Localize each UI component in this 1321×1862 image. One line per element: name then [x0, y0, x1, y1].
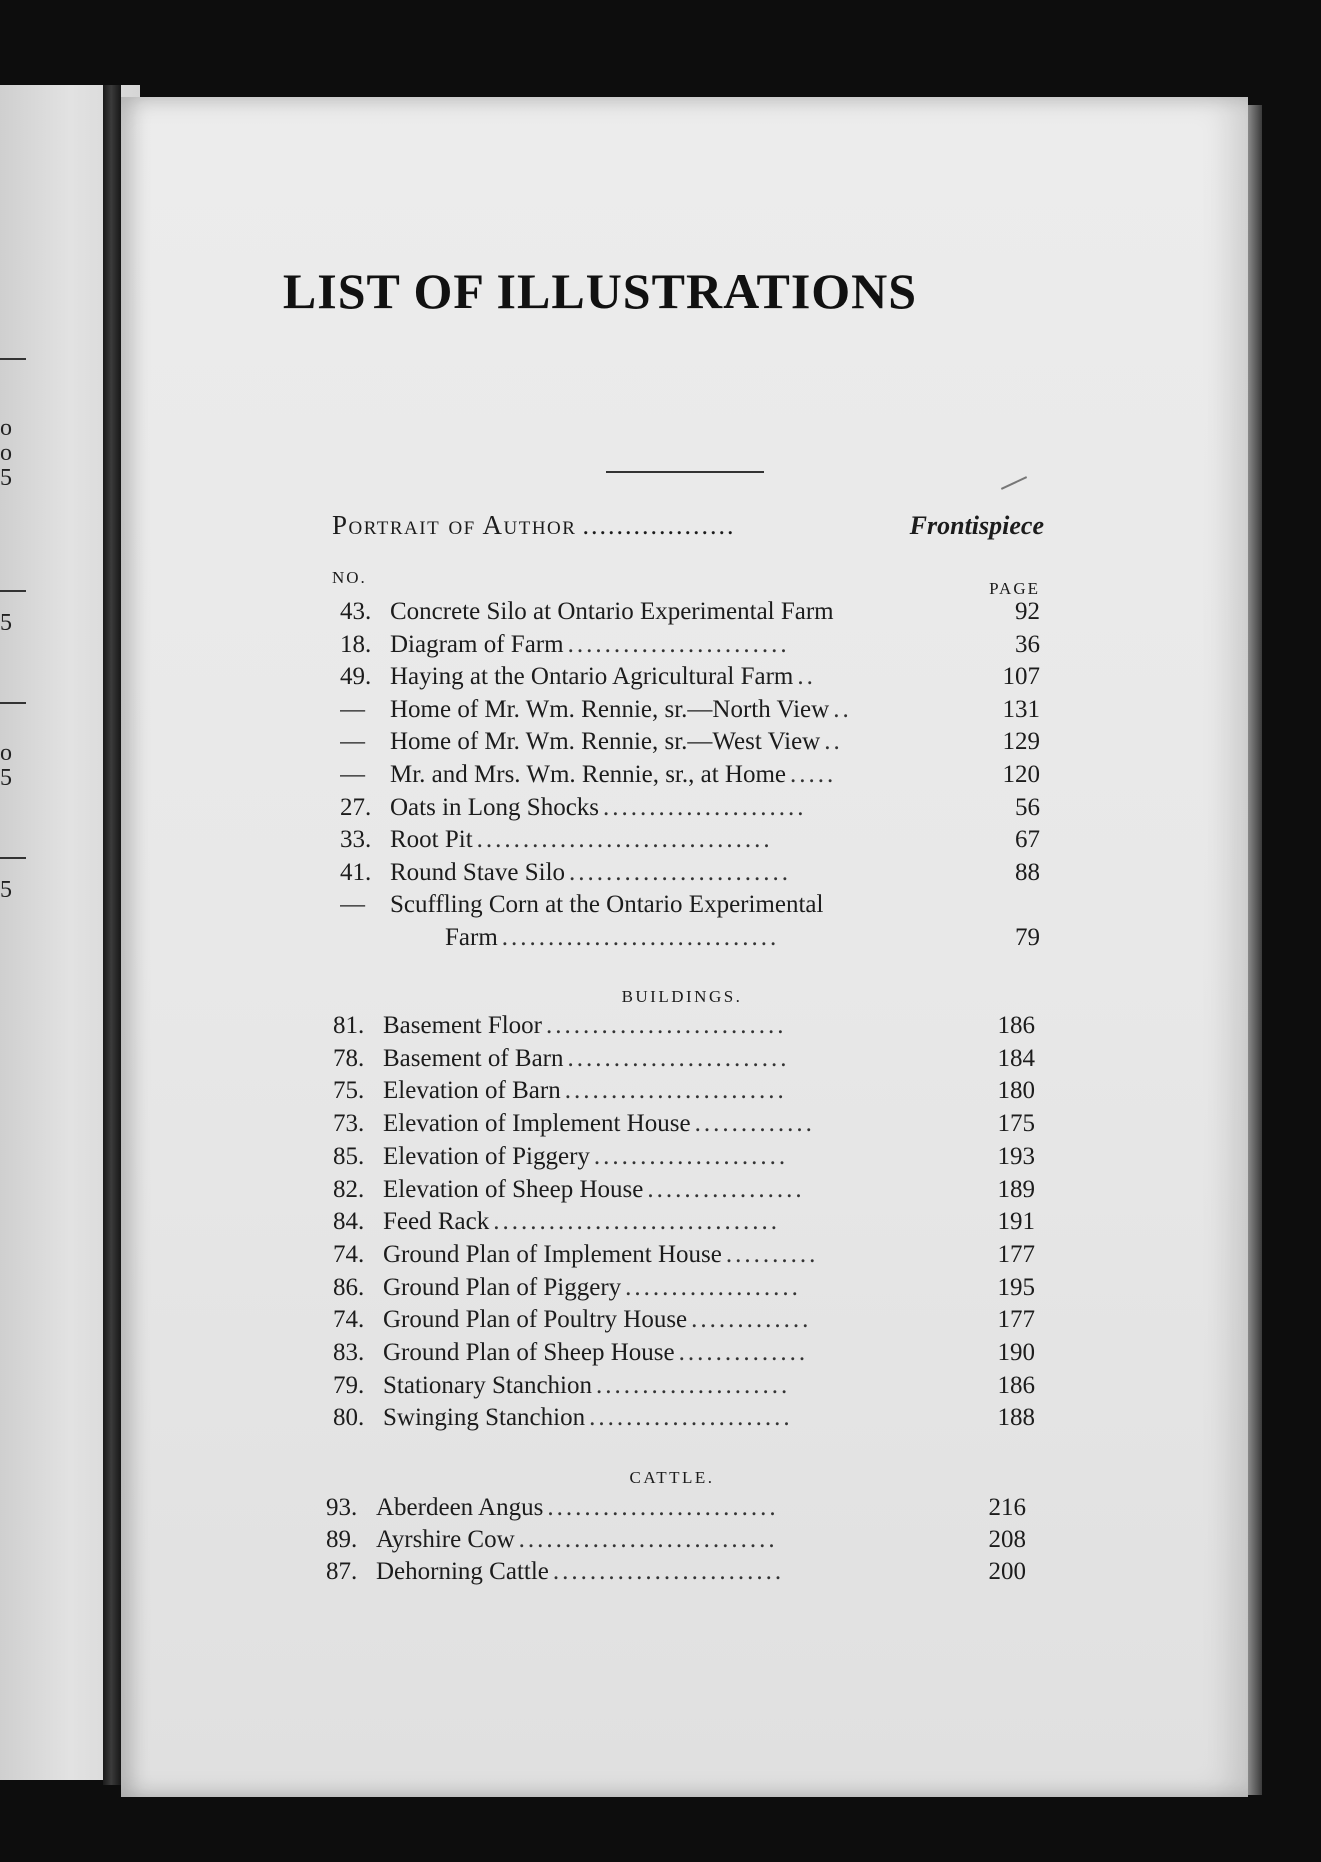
- list-item: [333, 1404, 1035, 1432]
- entry-title: Swinging Stanchion: [383, 1404, 586, 1432]
- entry-leader-dots: ......................: [589, 1404, 793, 1432]
- entry-page-number: 129: [1002, 728, 1040, 756]
- entry-number: 33.: [340, 826, 372, 854]
- entry-leader-dots: .....................: [596, 1371, 791, 1399]
- entry-page-number: 92: [1015, 598, 1040, 625]
- entry-number: 79.: [333, 1371, 365, 1399]
- frontispiece-line: [332, 510, 1044, 541]
- entry-title: Ground Plan of Implement House: [383, 1240, 722, 1268]
- entry-page-number: 184: [997, 1044, 1035, 1072]
- list-item: [340, 761, 1040, 789]
- left-page-mark: 5: [0, 465, 12, 491]
- left-page-mark: o: [0, 415, 12, 441]
- entry-number: 18.: [340, 630, 372, 658]
- frontispiece-label: Portrait of Author: [332, 510, 577, 540]
- entry-number: 84.: [333, 1208, 365, 1236]
- entry-title: Oats in Long Shocks: [390, 793, 600, 821]
- entry-leader-dots: .....: [790, 761, 837, 788]
- left-page-mark: 5: [0, 877, 12, 903]
- entry-title: Basement of Barn: [383, 1044, 564, 1072]
- entry-title: Diagram of Farm: [390, 630, 564, 658]
- list-item: [340, 859, 1040, 887]
- frontispiece-page: Frontispiece: [909, 511, 1044, 540]
- entry-leader-dots: .............: [691, 1306, 812, 1334]
- entry-number: 83.: [333, 1339, 365, 1366]
- entry-title: Ayrshire Cow: [376, 1526, 515, 1553]
- entry-number: 89.: [326, 1526, 358, 1553]
- entry-title: Elevation of Barn: [383, 1077, 561, 1105]
- entry-number: —: [340, 761, 365, 788]
- column-header-no: NO.: [332, 568, 367, 587]
- list-item: [333, 1012, 1035, 1040]
- entry-leader-dots: ..............................: [501, 924, 780, 951]
- entry-number: 73.: [333, 1110, 365, 1138]
- list-item: [340, 728, 1040, 756]
- entry-title: Round Stave Silo: [390, 858, 566, 886]
- entry-title: Elevation of Piggery: [383, 1142, 590, 1170]
- entry-leader-dots: ........................: [569, 858, 792, 886]
- entry-leader-dots: .........................: [552, 1558, 785, 1585]
- entry-title: Ground Plan of Poultry House: [383, 1306, 688, 1334]
- entry-title: Ground Plan of Piggery: [383, 1273, 622, 1301]
- entry-leader-dots: ...................: [625, 1273, 801, 1301]
- entry-page-number: 79: [1015, 924, 1040, 951]
- entry-leader-dots: ............................: [518, 1526, 778, 1553]
- entry-title: Elevation of Sheep House: [383, 1175, 644, 1203]
- entry-leader-dots: ........................: [567, 630, 790, 658]
- entry-number: 49.: [340, 663, 372, 691]
- entry-number: 87.: [326, 1558, 358, 1585]
- entry-page-number: 88: [1015, 858, 1040, 886]
- entry-leader-dots: .............: [694, 1110, 815, 1138]
- list-item: [333, 1274, 1035, 1302]
- entry-leader-dots: ........................: [564, 1077, 787, 1105]
- list-item: [333, 1208, 1035, 1236]
- entry-page-number: 200: [988, 1558, 1026, 1585]
- entry-page-number: 131: [1002, 695, 1040, 723]
- list-item: [333, 1241, 1035, 1269]
- list-item: [340, 631, 1040, 659]
- left-page-mark: 5: [0, 610, 12, 636]
- list-item: [333, 1110, 1035, 1138]
- entry-title: Scuffling Corn at the Ontario Experimental: [390, 891, 824, 919]
- entry-number: 81.: [333, 1012, 365, 1039]
- left-page-mark: o: [0, 740, 12, 766]
- page-edge-shadow: [1248, 105, 1262, 1795]
- list-item: [333, 1143, 1035, 1171]
- entry-leader-dots: ......................: [603, 793, 807, 821]
- entry-page-number: 188: [997, 1404, 1035, 1432]
- entry-title: Ground Plan of Sheep House: [383, 1339, 675, 1366]
- entry-title: Home of Mr. Wm. Rennie, sr.—West View: [390, 728, 821, 756]
- entry-number: 86.: [333, 1273, 365, 1301]
- entry-leader-dots: ..............: [678, 1339, 809, 1366]
- list-item: [326, 1526, 1026, 1554]
- entry-number: —: [340, 728, 365, 756]
- frontispiece-dots: ..................: [582, 511, 736, 540]
- entry-page-number: 56: [1015, 793, 1040, 821]
- list-item: [333, 1306, 1035, 1334]
- list-item: [326, 1494, 1026, 1522]
- entry-leader-dots: ..........................: [546, 1012, 787, 1039]
- list-item: [340, 794, 1040, 822]
- section-heading-cattle: CATTLE.: [629, 1468, 715, 1487]
- entry-page-number: 36: [1015, 630, 1040, 658]
- list-item: [340, 826, 1040, 854]
- list-item: [340, 924, 1040, 952]
- entry-page-number: 190: [997, 1339, 1035, 1366]
- entry-number: 74.: [333, 1306, 365, 1334]
- list-item: [326, 1558, 1026, 1586]
- entry-leader-dots: ................................: [476, 826, 773, 854]
- entry-page-number: 175: [997, 1110, 1035, 1138]
- entry-page-number: 67: [1015, 826, 1040, 854]
- entry-title: Basement Floor: [383, 1012, 543, 1039]
- entry-leader-dots: .................: [647, 1175, 805, 1203]
- entry-leader-dots: ..: [797, 663, 816, 691]
- entry-title: Root Pit: [390, 826, 473, 854]
- entry-title: Stationary Stanchion: [383, 1371, 592, 1399]
- entry-leader-dots: ..........: [725, 1240, 819, 1268]
- entry-page-number: 177: [997, 1306, 1035, 1334]
- entry-leader-dots: ..: [833, 695, 852, 723]
- entry-page-number: 216: [988, 1494, 1026, 1521]
- entry-title: Feed Rack: [383, 1208, 490, 1236]
- list-item: [333, 1045, 1035, 1073]
- entry-page-number: 189: [997, 1175, 1035, 1203]
- entry-number: 80.: [333, 1404, 365, 1432]
- list-item: [340, 891, 1040, 919]
- page-title: LIST OF ILLUSTRATIONS: [282, 263, 918, 319]
- entry-page-number: 191: [997, 1208, 1035, 1236]
- book-spine-gutter: [103, 85, 121, 1785]
- entry-leader-dots: ........................: [567, 1044, 790, 1072]
- entry-number: 43.: [340, 598, 372, 625]
- entry-number: 74.: [333, 1240, 365, 1268]
- entry-title: Elevation of Implement House: [383, 1110, 691, 1138]
- left-page-rule: [0, 857, 26, 859]
- entry-number: 93.: [326, 1494, 358, 1521]
- section-heading-buildings: BUILDINGS.: [621, 987, 743, 1006]
- list-item: [340, 598, 1040, 626]
- entry-title: Dehorning Cattle: [376, 1558, 549, 1585]
- entry-number: 85.: [333, 1142, 365, 1170]
- entry-leader-dots: ...............................: [493, 1208, 780, 1236]
- entry-page-number: 120: [1002, 761, 1040, 788]
- entry-number: 27.: [340, 793, 372, 821]
- list-item: [340, 663, 1040, 691]
- entry-number: 78.: [333, 1044, 365, 1072]
- entry-number: 82.: [333, 1175, 365, 1203]
- entry-page-number: 177: [997, 1240, 1035, 1268]
- entry-number: 75.: [333, 1077, 365, 1105]
- list-item: [333, 1372, 1035, 1400]
- entry-page-number: 107: [1002, 663, 1040, 691]
- entry-page-number: 193: [997, 1142, 1035, 1170]
- list-item: [340, 696, 1040, 724]
- entry-page-number: 186: [997, 1012, 1035, 1039]
- entry-leader-dots: .....................: [593, 1142, 789, 1170]
- left-page-rule: [0, 358, 26, 360]
- entry-number: —: [340, 891, 365, 919]
- list-item: [333, 1176, 1035, 1204]
- entry-title: Concrete Silo at Ontario Experimental Farm: [390, 598, 834, 625]
- left-page-rule: [0, 702, 26, 704]
- column-header-page: PAGE: [989, 579, 1040, 598]
- entry-title: Farm: [445, 924, 498, 951]
- left-page-mark: 5: [0, 765, 12, 791]
- entry-page-number: 186: [997, 1371, 1035, 1399]
- entry-page-number: 208: [988, 1526, 1026, 1553]
- entry-number: 41.: [340, 858, 372, 886]
- entry-leader-dots: .........................: [547, 1494, 779, 1521]
- left-page-mark: o: [0, 440, 12, 466]
- list-item: [333, 1339, 1035, 1367]
- entry-leader-dots: ..: [824, 728, 843, 756]
- entry-page-number: 180: [997, 1077, 1035, 1105]
- entry-title: Home of Mr. Wm. Rennie, sr.—North View: [390, 695, 830, 723]
- title-rule: [606, 471, 764, 473]
- entry-title: Aberdeen Angus: [376, 1494, 544, 1521]
- left-page-rule: [0, 590, 26, 592]
- entry-number: —: [340, 695, 365, 723]
- entry-title: Mr. and Mrs. Wm. Rennie, sr., at Home: [390, 761, 787, 788]
- entry-page-number: 195: [997, 1273, 1035, 1301]
- list-item: [333, 1077, 1035, 1105]
- entry-title: Haying at the Ontario Agricultural Farm: [390, 663, 794, 691]
